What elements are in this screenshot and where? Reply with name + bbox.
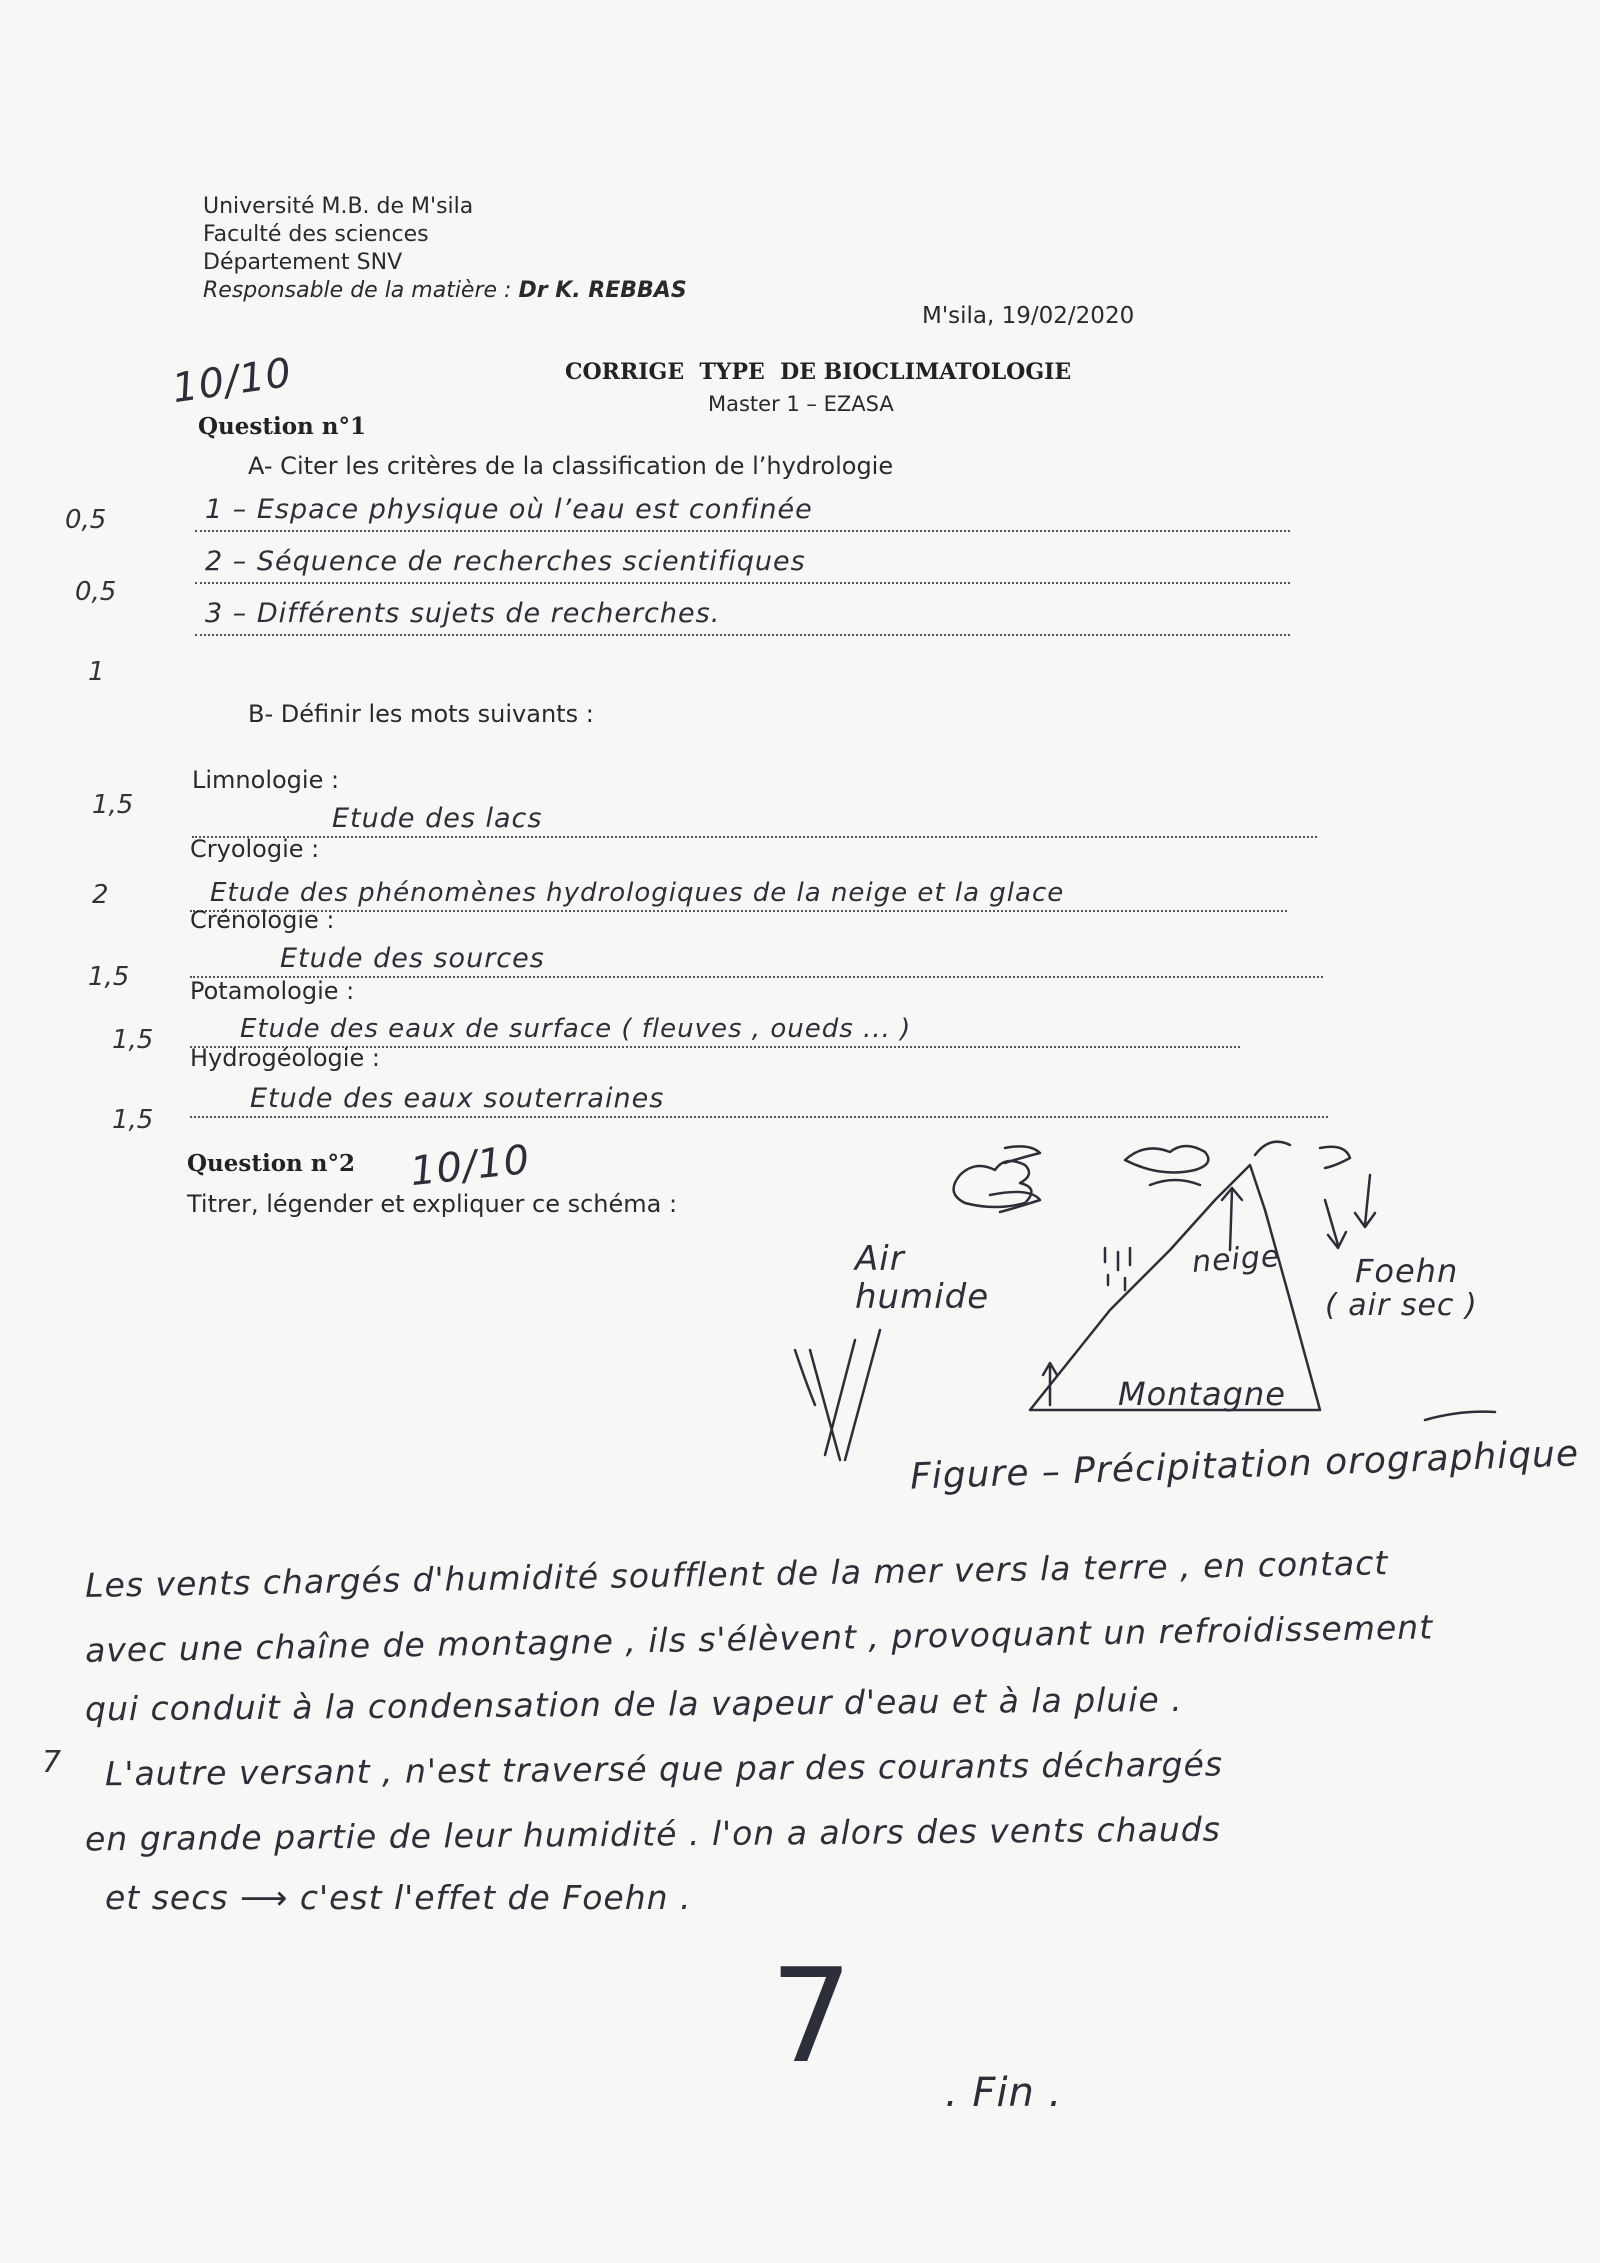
- answer-a-3: 3 – Différents sujets de recherches.: [195, 594, 1290, 636]
- explanation-line: L'autre versant , n'est traversé que par des courants déchargés: [104, 1744, 1224, 1794]
- label-foehn: Foehn: [1355, 1252, 1459, 1290]
- department: Département SNV: [203, 250, 403, 275]
- page-title: CORRIGE TYPE DE BIOCLIMATOLOGIE: [565, 359, 1072, 385]
- margin-mark-potamologie: 1,5: [112, 1025, 154, 1055]
- label-montagne: Montagne: [1118, 1375, 1286, 1413]
- margin-mark-a-1: 0,5: [65, 505, 107, 535]
- total-mark: 7: [770, 1940, 854, 2092]
- definition-term-potamologie: Potamologie :: [190, 977, 355, 1005]
- score-q2: 10/10: [407, 1136, 533, 1196]
- explanation-line: Les vents chargés d'humidité soufflent de la mer vers la terre , en contact: [84, 1543, 1389, 1605]
- explanation-line: qui conduit à la condensation de la vapeur d'eau et à la pluie .: [84, 1679, 1183, 1729]
- definition-answer-limnologie: Etude des lacs: [192, 800, 1317, 838]
- definition-answer-cryologie: Etude des phénomènes hydrologiques de la neige et la glace: [190, 874, 1287, 912]
- margin-mark-explanation: 7: [42, 1745, 62, 1780]
- faculty: Faculté des sciences: [203, 222, 429, 247]
- definition-answer-crenologie: Etude des sources: [190, 940, 1323, 978]
- responsible-name: Dr K. REBBAS: [518, 278, 687, 303]
- margin-mark-crenologie: 1,5: [88, 962, 130, 992]
- definition-answer-hydrogeologie: Etude des eaux souterraines: [190, 1080, 1328, 1118]
- margin-mark-cryologie: 2: [92, 880, 109, 910]
- answer-a-2: 2 – Séquence de recherches scientifiques: [195, 542, 1290, 584]
- margin-mark-a-2: 0,5: [75, 577, 117, 607]
- page-subtitle: Master 1 – EZASA: [708, 392, 894, 416]
- margin-mark-limnologie: 1,5: [92, 790, 134, 820]
- answer-a-1: 1 – Espace physique où l’eau est confinée: [195, 490, 1290, 532]
- figure-caption: Figure – Précipitation orographique: [909, 1433, 1580, 1498]
- date: M'sila, 19/02/2020: [922, 303, 1135, 329]
- definition-term-crenologie: Crénologie :: [190, 906, 335, 934]
- margin-mark-hydrogeologie: 1,5: [112, 1105, 154, 1135]
- explanation-line: en grande partie de leur humidité . l'on a alors des vents chauds: [84, 1809, 1222, 1859]
- label-air-humide: Air humide: [855, 1239, 990, 1317]
- end-word: . Fin .: [945, 2070, 1063, 2116]
- label-air-sec: ( air sec ): [1325, 1288, 1478, 1323]
- score-q1: 10/10: [169, 349, 295, 413]
- definition-term-hydrogeologie: Hydrogéologie :: [190, 1044, 380, 1072]
- definition-answer-potamologie: Etude des eaux de surface ( fleuves , oueds ... ): [190, 1010, 1240, 1048]
- explanation-line: avec une chaîne de montagne , ils s'élèvent , provoquant un refroidissement: [84, 1607, 1434, 1670]
- question2-prompt: Titrer, légender et expliquer ce schéma :: [187, 1190, 678, 1218]
- responsible-label: Responsable de la matière :: [203, 278, 519, 303]
- explanation: [85, 1540, 1565, 1930]
- label-neige: neige: [1190, 1238, 1282, 1281]
- margin-mark-a-3: 1: [88, 657, 105, 687]
- question1-heading: Question n°1: [198, 413, 366, 440]
- question1-part-b: B- Définir les mots suivants :: [248, 700, 594, 728]
- definition-term-cryologie: Cryologie :: [190, 835, 320, 863]
- explanation-line: et secs ⟶ c'est l'effet de Foehn .: [105, 1878, 692, 1917]
- question1-part-a: A- Citer les critères de la classification de l’hydrologie: [248, 452, 894, 480]
- university: Université M.B. de M'sila: [203, 194, 474, 219]
- question2-heading: Question n°2: [187, 1150, 355, 1177]
- definition-term-limnologie: Limnologie :: [192, 766, 340, 794]
